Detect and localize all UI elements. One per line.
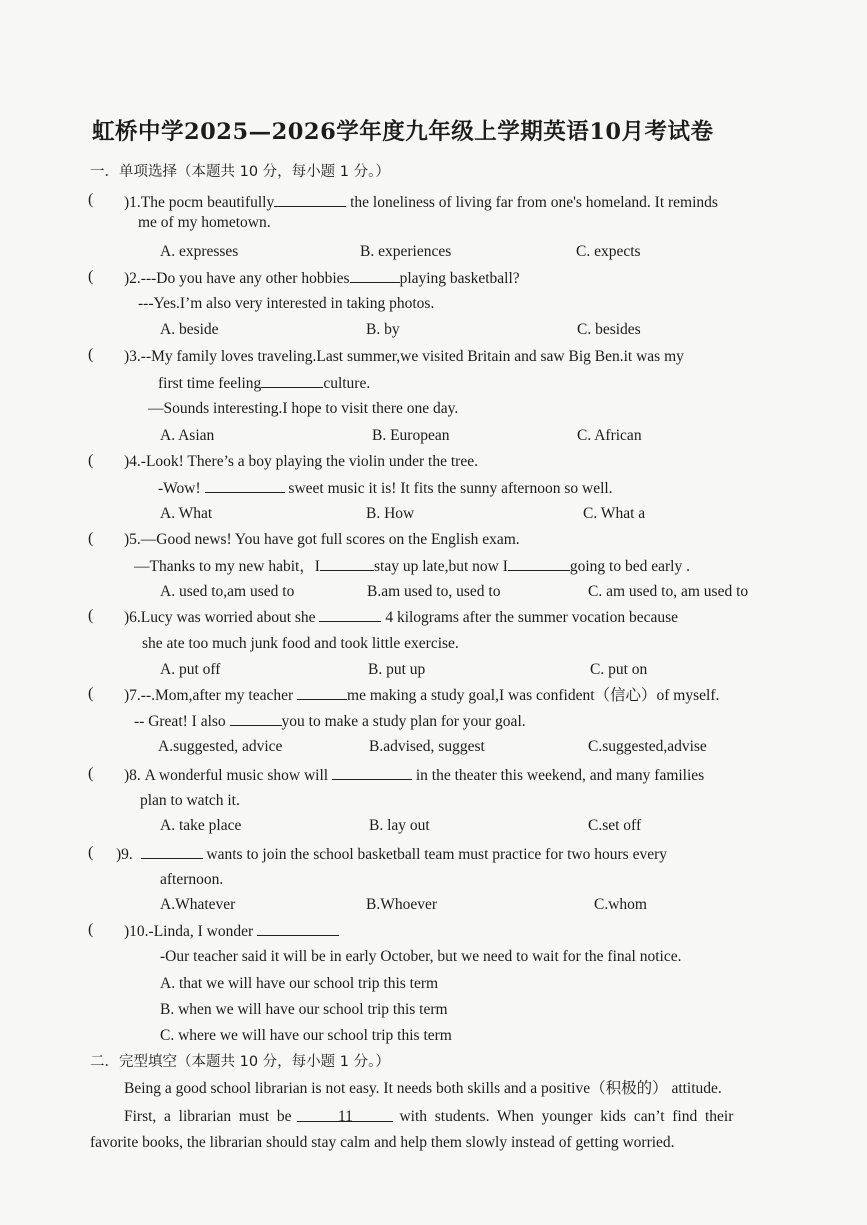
q6-line2: she ate too much junk food and took little exercise. [142, 635, 459, 652]
question-6 [124, 607, 678, 628]
question-5 [124, 530, 520, 550]
q6-option-c: C. put on [590, 661, 648, 678]
q6-option-a: A. put off [160, 661, 221, 678]
question-4 [124, 452, 478, 472]
q5-text-d: going to bed early . [569, 558, 690, 575]
q7-option-b: B.advised, suggest [369, 738, 485, 755]
q7-blank [297, 685, 347, 700]
q5-line2 [134, 556, 690, 577]
question-3 [124, 347, 684, 367]
q10-num: )10. [124, 923, 149, 940]
section2-heading: 二．完型填空（本题共 10 分，每小题 1 分。） [90, 1054, 390, 1070]
answer-paren: ( [88, 452, 94, 469]
q1-option-c: C. expects [576, 243, 641, 260]
q9-option-b: B.Whoever [366, 896, 438, 913]
q1-option-b: B. experiences [360, 243, 452, 260]
q7-text-c: -- Great! I also [134, 713, 226, 730]
q9-option-c: C.whom [594, 896, 647, 913]
q1-text-a: The pocm beautifully [140, 194, 275, 211]
answer-paren: ( [88, 346, 94, 363]
q2-text-b: playing basketball? [399, 270, 520, 287]
q5-text-b: —Thanks to my new habit，I [134, 558, 320, 575]
q5-text-c: stay up late,but now I [373, 558, 508, 575]
q3-option-c: C. African [577, 427, 642, 444]
passage-line-1: Being a good school librarian is not easy. It needs both skills and a positive（积极的） attitude. [124, 1080, 722, 1097]
answer-paren: ( [88, 530, 94, 547]
q7-text-d: you to make a study plan for your goal. [281, 713, 526, 730]
q10-blank [257, 921, 339, 936]
question-10 [124, 921, 339, 942]
q4-text-b: -Wow! [158, 480, 201, 497]
q5-option-a: A. used to,am used to [160, 583, 295, 600]
q2-option-a: A. beside [160, 321, 219, 338]
q9-option-a: A.Whatever [160, 896, 236, 913]
q1-blank [274, 192, 346, 207]
passage-text-b: with students. When younger kids can’t find their [399, 1108, 734, 1125]
answer-paren: ( [88, 765, 94, 782]
q7-option-c: C.suggested,advise [588, 738, 707, 755]
q8-text-b: in the theater this weekend, and many families [411, 767, 705, 784]
question-1 [124, 192, 718, 213]
q5-option-b: B.am used to, used to [367, 583, 501, 600]
q6-num: )6. [124, 609, 141, 626]
q10-text-a: -Linda, I wonder [148, 923, 254, 940]
answer-paren: ( [88, 268, 94, 285]
q7-text-a: --.Mom,after my teacher [140, 687, 294, 704]
q6-text-a: Lucy was worried about she [140, 609, 316, 626]
q5-text-a: —Good news! You have got full scores on the English exam. [140, 531, 520, 548]
q4-num: )4. [124, 453, 141, 470]
q5-num: )5. [124, 531, 141, 548]
q3-blank [261, 373, 323, 388]
answer-paren: ( [88, 607, 94, 624]
q8-option-a: A. take place [160, 817, 242, 834]
q7-text-b: me making a study goal,I was confident（信心）of myself. [347, 687, 720, 704]
q3-num: )3. [124, 348, 141, 365]
q4-blank [205, 478, 285, 493]
passage-text-a: First, a librarian must be [124, 1108, 292, 1125]
q2-blank [350, 268, 400, 283]
q6-option-b: B. put up [368, 661, 426, 678]
q10-line2: -Our teacher said it will be in early October, but we need to wait for the final notice. [160, 948, 682, 965]
q9-blank [141, 844, 203, 859]
section1-heading: 一．单项选择（本题共 10 分，每小题 1 分。） [90, 164, 390, 180]
q2-option-c: C. besides [577, 321, 641, 338]
q10-option-a: A. that we will have our school trip this term [160, 975, 439, 992]
q2-option-b: B. by [366, 321, 400, 338]
q1-line2: me of my hometown. [138, 214, 271, 231]
answer-paren: ( [88, 191, 94, 208]
q3-option-a: A. Asian [160, 427, 215, 444]
answer-paren: ( [88, 685, 94, 702]
q8-blank [332, 765, 412, 780]
q7-option-a: A.suggested, advice [158, 738, 283, 755]
question-7 [124, 685, 719, 706]
q7-blank-2 [230, 711, 282, 726]
passage-line-2 [124, 1107, 784, 1127]
q5-blank-2 [508, 556, 570, 571]
q3-text-c: culture. [323, 375, 371, 392]
q8-num: )8. [124, 767, 141, 784]
q8-text-a: A wonderful music show will [144, 767, 329, 784]
q6-blank [319, 607, 381, 622]
q4-line2 [158, 478, 613, 499]
q1-text-b: the loneliness of living far from one's homeland. It reminds [346, 194, 718, 211]
q3-text-a: --My family loves traveling.Last summer,we visited Britain and saw Big Ben.it was my [140, 348, 684, 365]
q8-option-c: C.set off [588, 817, 642, 834]
q1-num: )1. [124, 194, 141, 211]
q3-line2 [158, 373, 370, 394]
q4-option-c: C. What a [583, 505, 646, 522]
question-9 [116, 844, 667, 865]
q1-option-a: A. expresses [160, 243, 239, 260]
q7-line2 [134, 711, 526, 732]
q7-num: )7. [124, 687, 141, 704]
exam-title: 虹桥中学2025—2026学年度九年级上学期英语10月考试卷 [92, 119, 714, 145]
q9-num: )9. [116, 846, 133, 863]
q4-text-c: sweet music it is! It fits the sunny afternoon so well. [284, 480, 613, 497]
q4-text-a: -Look! There’s a boy playing the violin under the tree. [140, 453, 478, 470]
question-8 [124, 765, 704, 786]
passage-line-3: favorite books, the librarian should stay calm and help them slowly instead of getting worried. [90, 1134, 675, 1151]
q4-option-b: B. How [366, 505, 415, 522]
q5-blank-1 [320, 556, 374, 571]
q9-line2: afternoon. [160, 871, 224, 888]
q4-option-a: A. What [160, 505, 213, 522]
q3-line3: —Sounds interesting.I hope to visit there one day. [148, 400, 459, 417]
q8-option-b: B. lay out [369, 817, 430, 834]
q3-option-b: B. European [372, 427, 450, 444]
q10-option-b: B. when we will have our school trip this term [160, 1001, 448, 1018]
q3-text-b: first time feeling [158, 375, 262, 392]
q9-text-a: wants to join the school basketball team must practice for two hours every [202, 846, 667, 863]
q6-text-b: 4 kilograms after the summer vocation because [381, 609, 678, 626]
blank-11-number: 11 [338, 1108, 353, 1125]
q5-option-c: C. am used to, am used to [588, 583, 749, 600]
q2-num: )2. [124, 270, 141, 287]
question-2 [124, 268, 520, 289]
blank-11 [297, 1107, 393, 1125]
q2-line2: ---Yes.I’m also very interested in taking photos. [138, 295, 435, 312]
q10-option-c: C. where we will have our school trip this term [160, 1027, 452, 1044]
answer-paren: ( [88, 921, 94, 938]
answer-paren: ( [88, 844, 94, 861]
q2-text-a: ---Do you have any other hobbies [140, 270, 350, 287]
q8-line2: plan to watch it. [140, 792, 240, 809]
